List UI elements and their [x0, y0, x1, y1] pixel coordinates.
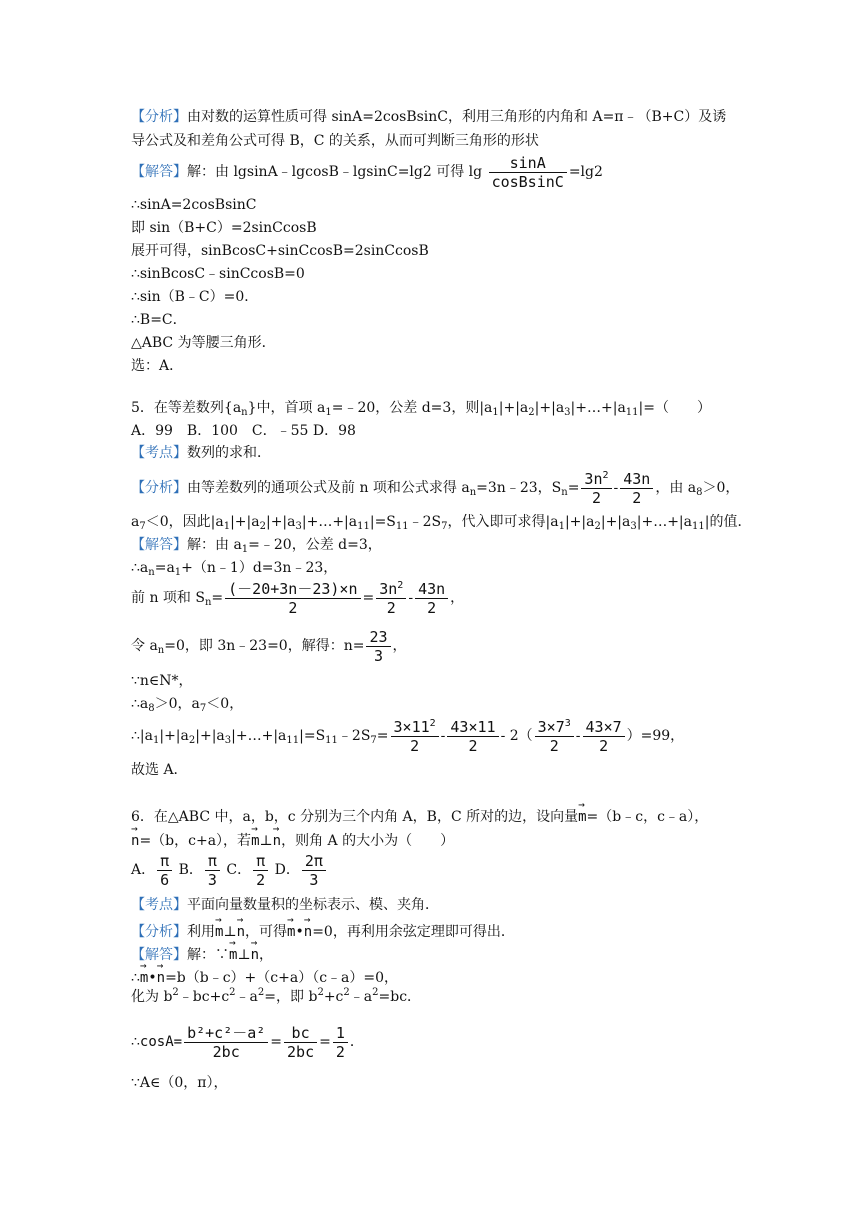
q5-answer-line-6: $\therefore a_8>0$，$a_7<0$，	[131, 696, 244, 714]
q6-answer-line-2: ∴→ m•→ n=b（b﹣c）+（c+a）（c﹣a）=0，	[131, 963, 731, 989]
p4-step: △ABC 为等腰三角形．	[131, 335, 276, 351]
answer-tag: 【解答】	[131, 947, 187, 963]
topic-tag: 【考点】	[131, 897, 187, 913]
p4-step: ∴sinA=2cosBsinC	[131, 197, 257, 213]
vector-n: → n	[131, 826, 139, 852]
fraction: $\frac{\sin A}{\text{cosBsinC}}$	[489, 154, 567, 191]
q5-stem: 5．在等差数列$\{a_n\}$中，首项 $a_1=﹣20$，公差 d=3，则$|a_1|+|a_2|+|a_3|+\dots+|a_{11}|=$（ ）	[131, 400, 711, 418]
topic-tag: 【考点】	[131, 445, 187, 461]
p4-answer-line: 【解答】解：由 lgsinA﹣lgcosB﹣lgsinC=lg2 可得 lg $\frac{\sin A}{\text{cosBsinC}}$ =lg2	[131, 153, 603, 191]
analysis-tag: 【分析】	[131, 924, 187, 940]
q5-answer-line-8: 故选 A．	[131, 762, 188, 778]
q5-analysis-line-2: $a_7<0$，因此$|a_1|+|a_2|+|a_3|+\dots+|a_{11}|=S_{11}﹣2S_7$，代入即可求得$|a_1|+|a_2|+|a_3|+\dots+|a_{11}|$的值．	[131, 514, 752, 532]
q5-answer-line-7: $\therefore|a_1|+|a_2|+|a_3|+\dots+|a_{11}|=S_{11}﹣2S_7=$ $\frac{3\times 11^2}{2}$ - $\frac{43\times 11}{2}$ - 2（ $\frac{3\times 7^3}{2}$ - $\frac{43\times 7}{2}$ ）=99，	[131, 717, 685, 755]
q6-stem-line-2: → n=（b，c+a），若→ m⊥→ n，则角 A 的大小为（ ）	[131, 826, 731, 852]
q6-answer-line-4: ∴cosA= $\frac{\text{b²+c²－a²}}{2bc}$ = $\frac{bc}{2bc}$ = $\frac{1}{2}$ ．	[131, 1023, 364, 1061]
q6-answer-line-3: 化为 $b^2﹣bc+c^2﹣a^2=$，即 $b^2+c^2﹣a^2=bc$．	[131, 987, 422, 1005]
q6-stem-line-1: 6．在△ABC 中，a，b，c 分别为三个内角 A，B，C 所对的边，设向量→ m=（b﹣c，c﹣a），	[131, 802, 731, 828]
q6-analysis-line: 【分析】利用→ m⊥→ n，可得→ m•→ n=0，再利用余弦定理即可得出．	[131, 917, 731, 943]
q5-topic-line: 【考点】数列的求和．	[131, 445, 271, 461]
q5-answer-line-3: 前 n 项和 $S_n=$ $\frac{(-20+3n-23)\times n}{2}$ = $\frac{3n^2}{2}$ - $\frac{43n}{2}$ ，	[131, 579, 465, 617]
p4-step: 展开可得，sinBcosC+sinCcosB=2sinCcosB	[131, 243, 429, 259]
q6-answer-line-5: ∵A∈（0，π），	[131, 1075, 228, 1091]
q5-analysis-line-1: 【分析】由等差数列的通项公式及前 n 项和公式求得 $a_n=3n﹣23$，$S_n=$ $\frac{3n^2}{2}$ - $\frac{43n}{2}$ ，由 $a_8>0$，	[131, 469, 740, 507]
p4-step: ∴B=C．	[131, 312, 187, 328]
answer-tag: 【解答】	[131, 537, 187, 553]
p4-analysis-line-1: 【分析】由对数的运算性质可得 sinA=2cosBsinC，利用三角形的内角和 A=π﹣（B+C）及诱	[131, 109, 727, 125]
analysis-tag: 【分析】	[131, 109, 187, 125]
q6-topic-line: 【考点】平面向量数量积的坐标表示、模、夹角．	[131, 897, 439, 913]
p4-step: ∴sin（B﹣C）=0．	[131, 289, 259, 305]
p4-step: ∴sinBcosC﹣sinCcosB=0	[131, 266, 305, 282]
answer-tag: 【解答】	[131, 164, 187, 180]
q5-answer-line-4: 令 $a_n=0$，即 3n﹣23=0，解得：n= $\frac{23}{3}$ ，	[131, 627, 407, 665]
q5-answer-line-5: ∵n∈N*，	[131, 673, 193, 689]
q6-answer-line-1: 【解答】解：∵→ m⊥→ n，	[131, 940, 731, 966]
vector-m: → m	[578, 802, 586, 828]
p4-step: 选：A．	[131, 358, 184, 374]
q5-answer-line-1: 【解答】解：由 $a_1=﹣20$，公差 d=3，	[131, 537, 382, 555]
q6-options: A． $\frac{\pi}{6}$ B． $\frac{\pi}{3}$ C． $\frac{\pi}{2}$ D． $\frac{2\pi}{3}$	[131, 850, 731, 890]
q5-answer-line-2: $\therefore a_n=a_1+(n﹣1)d=3n﹣23$，	[131, 560, 338, 578]
p4-step: 即 sin（B+C）=2sinCcosB	[131, 220, 317, 236]
q5-options: A．99 B．100 C．﹣55 D．98	[131, 423, 356, 439]
analysis-tag: 【分析】	[131, 480, 187, 496]
p4-analysis-line-2: 导公式及和差角公式可得 B，C 的关系，从而可判断三角形的形状	[131, 133, 539, 149]
